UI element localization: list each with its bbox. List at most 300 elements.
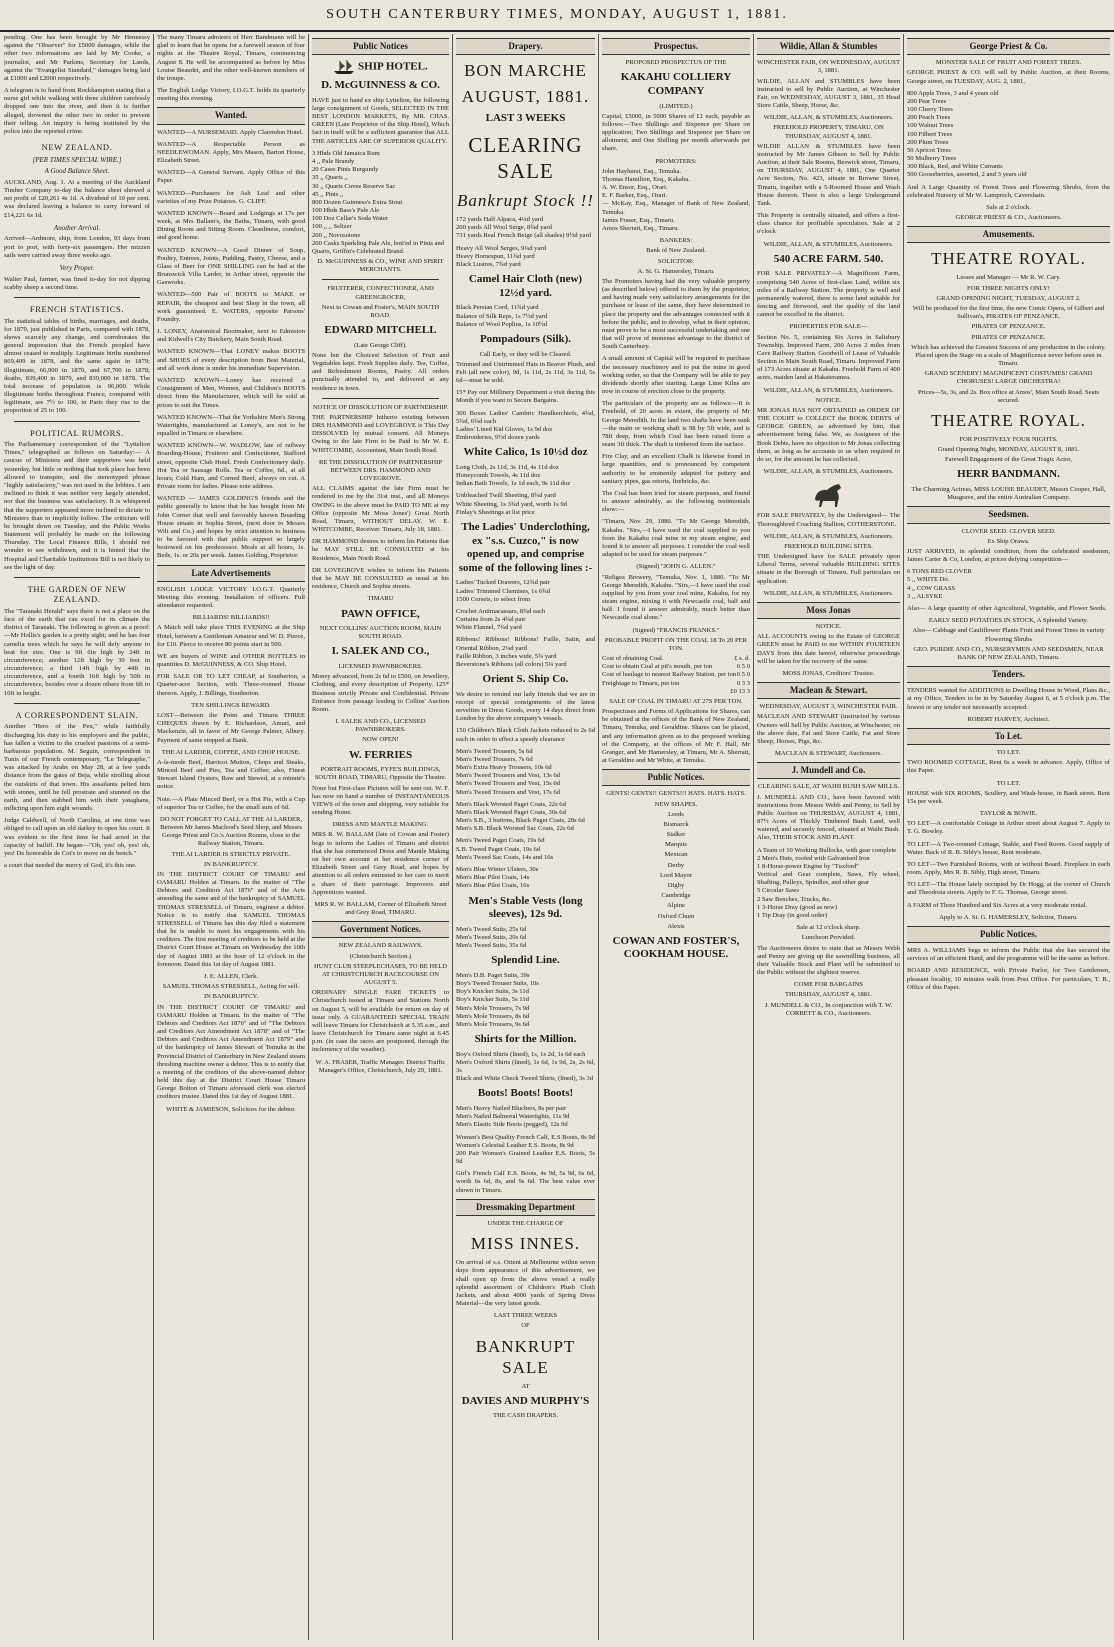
ad-heading: FRUITERER, CONFECTIONER, AND GREENGROCER,	[327, 285, 434, 301]
ad-heading: TO LET.	[996, 779, 1021, 787]
signature: W. A. FRASER, Traffic Manager. District Traffic Manager's Office, Christchurch, July 29, 1881.	[315, 1058, 446, 1074]
wanted-ad: WANTED KNOWN—That the Yorkshire Men's Strong Watertights, manufactured at Loney's, are not to be equalled in Timaru or elsewhere.	[157, 413, 305, 438]
section-band-seedsmen: Seedsmen.	[907, 506, 1110, 523]
section-band-mundell: J. Mundell and Co.	[757, 762, 900, 779]
price-list: 172 yards Half Alpaca, 4¼d yard 200 yards All Wool Serge, 8¾d yard 731 yards Real French Beige (all shades) 9½d yard	[456, 216, 591, 240]
wanted-ad: WANTED—Purchasers for Ash Leaf and other varieties of my Prize Potatoes. G. CLIFF.	[157, 189, 305, 205]
wanted-ad: J. LONEY, Anatomical Bootmaker, next to Edmiston and Kidwell's City Butchery, Main South Road.	[157, 328, 305, 344]
price-list: Men's D.B. Paget Suits, 39s Boy's Tweed Trouser Suits, 10s Boy's Knicker Suits, 3s 11d Boy's Knicker Suits, 5s 11d Men's Mole Trousers, 7s 9d Men's Mole Trousers, 8s 6d Men's Mole Trousers, 9s 6d	[456, 971, 539, 1028]
ad-heading: MONSTER SALE OF FRUIT AND FOREST TREES.	[935, 59, 1082, 67]
wanted-ad: WANTED KNOWN—Loney has received a Consignment of Men, Women, and Children's BOOTS direct from the Manufacturer, which will be sold at prices to suit the Times.	[157, 377, 305, 409]
signature: J. E. ALLEN, Clerk.	[203, 972, 259, 980]
ad-heading: NOW OPEN!	[362, 736, 399, 744]
wanted-ad: WANTED KNOWN—Board and Lodgings at 17s per week, at Mrs Ballam's, the Baths, Timaru, with good Dining Room and Sitting Room. Cleanliness, comfort, and good home.	[157, 209, 305, 242]
goods-item: 30 ,, Quarts Cuvee Reserve Sac	[312, 182, 396, 190]
ad-subheading: SOLICITOR:	[657, 257, 695, 265]
ad-heading: OF	[521, 1322, 530, 1330]
column-rule	[753, 34, 754, 1640]
ad-heading: IN BANKRUPTCY.	[203, 993, 259, 1001]
signature: SAMUEL THOMAS STRESSELL, Acting for self.	[162, 983, 300, 991]
goods-item: 4 ,, Pale Brandy	[312, 157, 355, 165]
ad-subheading: (LIMITED.)	[659, 102, 693, 110]
ad-subheading: Sale at 2 o'clock.	[986, 203, 1031, 211]
price-list: Women's Best Quality French Calf, E.S Boots, 8s 9d Women's Celestial Leather E.S. Boots, 8s 9d 200 Pair Women's Grained Leather E.S. Boots, 5s 9d	[456, 1133, 595, 1166]
column-rule	[452, 34, 453, 1640]
ad-text: WILDIE ALLAN & STUMBLES have been instructed by Mr James Gibson to Sell by Public Auction, at their Sale Rooms, Beswick street, Timaru, on THURSDAY, AUGUST 4, 1881, One Quarter Acre Section, No. 423, situate in Browne Street, Timaru, together with a 5-Roomed House and Wash House thereon. There is also a large Underground Tank.	[757, 142, 900, 207]
ad-heading: HERR BANDMANN.	[957, 468, 1060, 481]
ad-subheading: UNDER THE CHARGE OF	[487, 1219, 564, 1227]
column-rule	[598, 34, 599, 1640]
column-amusements	[907, 34, 1110, 1640]
tree-list: 800 Apple Trees, 3 and 4 years old 200 Pear Trees 100 Cherry Trees 200 Peach Trees 100 Walnut Trees 100 Filbert Trees 200 Plum Trees 50 Apricot Trees 50 Mulberry Trees 300 Black, Red, and White Currants 500 Gooseberries, assorted, 2 and 3 years old	[907, 89, 1027, 179]
column-prospectus	[602, 34, 750, 1640]
article-paragraph: Arrived—Ardmore, ship, from London, 93 days from port to port, with forty-six passengers. Her mizzen sails were carried away three weeks ago.	[4, 235, 150, 259]
price-list: Boy's Oxford Shirts (lined), 1s, 1s 2d, 1s 6d each Men's Oxford Shirts (lined), 1s 6d, 1s 9d, 2s, 2s 6d, 3s Black and White Check Tweed Shirts, (lined), 3s 3d	[456, 1050, 595, 1083]
goods-item: 3 Hhds Old Jamaica Rum	[312, 149, 380, 157]
article-paragraph: A telegram is to hand from Rockhampton stating that a nurse girl while walking with three children carelessly dropped one into the river, and then it is further alleged, drowned the other two in order to prevent their telling. An inquiry is being instituted by the police into the reported crime.	[4, 87, 150, 135]
signature: WILDIE, ALLAN, & STUMBLES, Auctioneers.	[763, 468, 894, 476]
ship-icon	[333, 59, 355, 75]
goods-item: 20 Cases Pints Burgundy	[312, 166, 379, 174]
ad-text: TO LET—A comfortable Cottage in Arthur street about August 7. Apply to T. G. Bowley.	[907, 820, 1110, 836]
ad-text: MACLEAN AND STEWART (instructed by various Owners will Sell by Public Auction, at Winchester, on the above date, Fat and Store Cattle, Fat and Store Sheep, Horses, Pigs, &c.	[757, 713, 900, 745]
price-list: Men's Black Worsted Paget Coats, 22s 6d Men's Black Worsted Paget Coats, 30s 6d Men's S.B., 3 buttons, Black Paget Coats, 28s 6d Men's S.B. Black Worsted Sac Coats, 22s 6d	[456, 800, 585, 833]
hat-item: Leeds	[668, 810, 684, 818]
price-list: Unbleached Twill Sheeting, 8¾d yard White Sheeting, 1s 3¾d yard, worth 1s 9d Finlay's Sheetings at list price	[456, 492, 567, 516]
store-name: BON MARCHE	[464, 61, 587, 81]
ad-heading: WEDNESDAY, AUGUST 3, WINCHESTER FAIR.	[759, 703, 898, 711]
ad-text: TO LET—Two Furnished Rooms, with or without Board. Fireplace in each room. Apply, Mrs R. B. Sibly, High street, Timaru.	[907, 860, 1110, 877]
signature: MOSS JONAS, Creditors' Trustee.	[782, 669, 875, 677]
signature: WILDIE, ALLAN, & STUMBLES, Auctioneers.	[763, 386, 894, 394]
ad-heading: WINCHESTER FAIR, ON WEDNESDAY, AUGUST 3, 1881.	[757, 59, 900, 75]
ad-text: The Coal has been tried for steam purposes, and found to answer admirably, as the following testimonials show:—	[602, 489, 750, 514]
article-paragraph: The English Lodge Victory, I.O.G.T. holds its quarterly meeting this evening.	[157, 87, 305, 103]
late-ad: WE are buyers of WINE and OTHER BOTTLES in quantities D. McGUINNESS, & CO. Ship Hotel.	[157, 652, 305, 669]
late-ad: A-la-mode Beef, Harricot Mutton, Chops and Steaks, Minced Beef and Pies, Tea and Coffee; also, Finest Stewart Island Oysters, Raw and Stewed, at a minute's notice.	[157, 758, 305, 791]
price-list: Long Cloth, 2s 11d, 3s 11d, 4s 11d doz Honeycomb Towels, 4s 11d doz Indian Bath Towels, 1s 1d each, 9s 11d doz	[456, 463, 571, 488]
ad-text: This Property is centrally situated, and offers a first-class chance for profitable speculators. Sale at 2 o'clock	[757, 212, 900, 236]
late-ad: Note.—A Plate Minced Beef, or a Hot Pie, with a Cup of superior Tea or Coffee, for the small sum of 6d.	[157, 795, 305, 811]
profit-cell: Freightage to Timaru, per ton	[602, 679, 680, 687]
profit-cell: 0 3 3	[736, 679, 750, 687]
goods-item: 100 Doz Cellar's Soda Water	[312, 215, 388, 223]
price-list: Men's Heavy Nailed Bluchers, 8s per pair Men's Nailed Balmoral Watertights, 11s 9d Men's Elastic Side Boots (pegged), 12s 9d	[456, 1105, 570, 1129]
ad-heading: W. FERRIES	[348, 748, 413, 761]
signature: I. SALEK AND CO., LICENSED PAWNBROKERS.	[335, 718, 426, 734]
late-ad: DO NOT FORGET TO CALL AT THE AI LARDER, Between Mr James Macleod's Seed Shop, and Messrs George Priest and Co.'s Auction Rooms, close to the Railway Station, Timaru.	[159, 815, 303, 848]
ad-heading: I. SALEK AND CO.,	[331, 645, 430, 658]
ad-heading: IN BANKRUPTCY.	[203, 860, 259, 868]
ad-text: TWO ROOMED COTTAGE, Rent 6s a week in advance. Apply, Office of this Paper.	[907, 759, 1110, 775]
section-band-moss: Moss Jonas	[757, 602, 900, 619]
ad-heading: PIRATES OF PENZANCE.	[971, 323, 1046, 331]
divider	[322, 279, 439, 280]
ad-text: And A Large Quantity of Forest Trees and Flowering Shrubs, from the celebrated Nursery of Mr W. Lamprech, Cavershain.	[907, 183, 1110, 199]
ad-heading: THURSDAY, AUGUST 4, 1881.	[784, 991, 873, 999]
goods-item: 45 ,, Pints ,,	[312, 190, 344, 198]
hat-item: Digby	[667, 882, 685, 889]
legal-notice: THE PARTNERSHIP hitherto existing between DRS HAMMOND and LOVEGROVE is This Day DISSOLVED by mutual consent. All Moneys Owing to the late Firm to be Paid to Mr W. E. WHITCOMBE, Accountant, Main South Road.	[312, 413, 449, 454]
ad-heading: CLEARING SALE, AT WAIHI BUSH SAW MILLS.	[757, 783, 900, 791]
price-headline: Shirts for the Million.	[474, 1033, 577, 1046]
ad-heading: THE AI LARDER IS STRICTLY PRIVATE.	[171, 850, 291, 858]
section-band-maclean: Maclean & Stewart.	[757, 682, 900, 699]
ad-heading: FOR THREE NIGHTS ONLY!	[967, 284, 1050, 292]
ad-subheading: PROMOTERS:	[655, 157, 697, 165]
ad-text: Section No. 5, containing Six Acres in Salisbury Township. Improved Farm, 200 Acres 2 miles from Cave Railway Station. Goodwill of Lease of Valuable Section in Main South Road, Timaru. Improved Farm of 173 Acres situate at Kakahu. Freehold Farm of 400 acres, maiden land at Hakateramea.	[757, 333, 900, 382]
ad-text: Prices—5s, 3s, and 2s. Box office at Amos', Main South Road. Seats secured.	[918, 388, 1099, 404]
ad-heading: NOTICE OF DISSOLUTION OF PARTNERSHIP.	[312, 403, 449, 411]
ad-subheading: NEW SHAPES.	[654, 800, 698, 808]
wanted-ad: WANTED—A Respectable Person as NEEDLEWOMAN. Apply, Mrs Mason, Barton House, Elizabeth Street.	[157, 140, 305, 165]
section-band-dressmaking: Dressmaking Department	[456, 1199, 595, 1216]
profit-row	[602, 655, 750, 663]
ad-text: HOUSE with SIX ROOMS, Scullery, and Wash-house, in Bank street. Rent 15s per week.	[907, 789, 1110, 805]
section-band-late: Late Advertisements	[157, 565, 305, 582]
sale-month: AUGUST, 1881.	[461, 87, 590, 107]
price-list: Men's Tweed Suits, 25s 6d Men's Tweed Suits, 29s 6d Men's Tweed Suits, 35s 6d	[456, 925, 527, 950]
ad-heading: BANKRUPT SALE	[475, 1336, 576, 1377]
ad-heading: NEW ZEALAND RAILWAYS.	[338, 942, 423, 950]
price-list: 15* Pay our Millinery Department a visit during this Month if you want to Secure Bargains.	[456, 389, 595, 405]
ad-text: A FARM of Three Hundred and Six Acres at a very moderate rental.	[907, 901, 1088, 909]
ad-text: MRS R. W. BALLAM (late of Cowan and Foster) begs to inform the Ladies of Timaru and district that she has commenced Dress and Mantle Making on her own account at her residence corner of Elizabeth Street and Grey Road, and hopes by attention to all orders entrusted to her care to merit a share of their patronage. Improvers and Apprentices wanted.	[312, 831, 449, 896]
goods-item: 200 Casks Sparkling Pale Ale, bott'ed in Pints and Quarts, Griffin's Celebrated Brand.	[312, 239, 445, 255]
goods-item: 35 ,, Quarts ,,	[312, 174, 348, 182]
divider	[14, 703, 140, 704]
legal-notice: ALL CLAIMS against the late Firm must be rendered to me by the 31st inst., and all Moneys OWING to the above must be PAID TO ME at my Office (opposite Mr Moss Jones') Great North Road, Timaru, WITHOUT DELAY. W. E. WHITCOMBE, Receiver. Timaru, July 18, 1881.	[312, 485, 449, 534]
sale-duration: LAST 3 WEEKS	[485, 112, 566, 125]
ad-text: WILDIE, ALLAN and STUMBLES have been instructed to sell by Public Auction, at Winchester Fair, on WEDNESDAY, AUGUST 3, 1881, 35 Head Store Cattle, Sheep, Horse, &c.	[757, 77, 900, 110]
theatre-name: THEATRE ROYAL.	[931, 249, 1086, 269]
profit-row	[602, 663, 750, 671]
legal-notice: MR JONAS HAS NOT OBTAINED an ORDER OF THE COURT to COLLECT the BOOK DEBTS of GEORGE GREEN, as advertised by him, that advertisement being false. We, as Assignees of the Book Debts, have no objection to Mr Jonas collecting them, as long as he accounts to us when required to do so, for the amount he has collected.	[757, 406, 900, 463]
divider	[322, 398, 439, 399]
price-headline: Boots! Boots! Boots!	[477, 1087, 574, 1100]
ad-heading: NOTICE.	[815, 396, 842, 404]
price-headline: Splendid Line.	[491, 954, 560, 967]
legal-notice: ALL ACCOUNTS owing to the Estate of GEORGE GREEN must be PAID to me WITHIN FOURTEEN DAYS from this date hereof, otherwise proceedings will be taken for the recovery of the same.	[757, 633, 900, 665]
ad-text: TO LET—A Two-roomed Cottage, Stable, and Feed Room. Good supply of Water. Back of R. B. Sibly's house, Rent moderate.	[907, 840, 1110, 856]
article-paragraph: pending. One has been brought by Mr Hennessy against the "Observer" for £5000 damages, while the other two informations are laid by Mr Cooke, a journalist, and Mr Parkins, Secretary for Lands, against the "Evangelist Standard," damages being laid at £1000 and £2000 respectively.	[4, 34, 150, 82]
section-heading: POLITICAL RUMORS.	[30, 427, 124, 438]
column-auctions	[757, 34, 900, 1640]
ad-subheading: Ex Ship Orawa.	[987, 537, 1030, 545]
profit-cell: Cost of obtaining Coal.	[602, 655, 664, 663]
newspaper-title: SOUTH CANTERBURY TIMES, MONDAY, AUGUST 1, 1881.	[326, 7, 788, 22]
ad-heading: FREEHOLD BUILDING SITES.	[784, 542, 873, 550]
signature: MACLEAN & STEWART, Auctioneers.	[775, 750, 882, 758]
ad-text: TO LET—The House lately occupied by Dr Hogg, at the corner of Church and Theodosia streets. Apply to F. G. Thomas, George street.	[907, 881, 1110, 897]
ad-subheading: SALE OF COAL IN TIMARU AT 27S PER TON.	[609, 697, 743, 705]
profit-row	[602, 671, 750, 679]
ad-heading: PIRATES OF PENZANCE.	[971, 333, 1046, 341]
ad-text: JUST ARRIVED, in splendid condition, from the celebrated seedsmen, James Carter & Co, London, at prices defying competition—	[907, 547, 1110, 564]
signature: D. McGUINNESS & CO., WINE AND SPIRIT MERCHANTS.	[317, 258, 444, 274]
ad-text: THE Undersigned have for SALE privately upon Liberal Terms, several valuable BUILDING SITES situate in the Borough of Timaru. Full particulars on application.	[757, 553, 900, 585]
goods-list	[312, 150, 449, 256]
wanted-ad: WANTED KNOWN—That LONEY makes BOOTS and SHOES of every description from Best Material, and all work done is under his immediate Supervision.	[157, 348, 305, 372]
signature: GEORGE PRIEST & CO., Auctioneers.	[955, 214, 1062, 222]
section-band-priest: George Priest & Co.	[907, 38, 1110, 55]
price-headline: Orient S. Ship Co.	[482, 673, 569, 686]
hat-item: Oxford Chum	[657, 912, 695, 920]
signature: (Signed) "JOHN G. ALLEN."	[636, 563, 716, 571]
column-rule	[308, 34, 309, 1640]
section-band-public: Public Notices.	[602, 769, 750, 786]
ad-subheading: Luncheon Provided.	[801, 934, 856, 942]
ad-heading: DAVIES AND MURPHY'S	[461, 1394, 590, 1407]
masthead	[0, 0, 1114, 32]
column-rule	[153, 34, 154, 1640]
wanted-ad: WANTED KNOWN—A Good Dinner of Soup, Poultry, Entrees, Joints, Pudding, Pastry, Cheese, and a Glass of Beer for ONE SHILLING can be had at the Brunswick Villa Larder, in Arthur street, opposite the Gasworks.	[157, 246, 305, 287]
section-band-government: Government Notices.	[312, 921, 449, 938]
ad-subheading: LICENSED PAWNBROKERS.	[338, 663, 423, 671]
ad-subheading: Farewell Engagement of the Great Tragic Actor,	[945, 456, 1072, 464]
ad-text: Also— Cabbage and Cauliflower Plants Fruit and Forest Trees in variety Flowering Shrubs	[912, 627, 1105, 643]
ad-heading: DRESS AND MANTLE MAKING.	[332, 821, 429, 829]
ad-text: J. MUNDELL AND CO., have been favored with instructions from Messrs Webb and Penny, to Sell by Public Auction on THURSDAY, AUGUST 4, 1881, 87½ Acres of Thickly Timbered Bush Land, well watered, and securely fenced, situated at Waihi Bush. Also, THEIR STOCK AND PLANT.	[757, 793, 900, 842]
ad-text: The Charming Actress, MISS LOUISE BEAUDET, Messrs Cooper, Hall, Musgrave, and the entire Australian Company.	[911, 486, 1106, 502]
ad-subheading: Sale at 12 o'clock sharp.	[796, 924, 861, 932]
ad-text: The Auctioneers desire to state that as Messrs Webb and Penny are giving up the sawmilling business, all their Valuable Stock and Plant will be submitted to the Public without the slightest reserve.	[757, 944, 900, 977]
ad-subheading: PORTRAIT ROOMS, FYFE'S BUILDINGS, SOUTH ROAD, TIMARU, Opposite the Theatre.	[314, 766, 447, 782]
profit-row	[602, 688, 750, 696]
late-ad: A Match will take place THIS EVENING at the Ship Hotel, between a Gentleman Amateur and W. D. Pierce, for £10. Pierce to receive 80 points start in 500.	[157, 624, 305, 648]
ad-heading: PROPERTIES FOR SALE—	[789, 323, 868, 331]
section-band-wildie: Wildie, Allan & Stumbles	[757, 38, 900, 55]
ad-heading: THE AI LARDER, COFFEE, AND CHOP HOUSE.	[161, 748, 301, 756]
ship-hotel-title: SHIP HOTEL.	[358, 60, 428, 73]
section-heading: THE GARDEN OF NEW ZEALAND.	[27, 583, 127, 605]
hat-item: Mexican	[664, 851, 688, 859]
section-heading: NEW ZEALAND.	[41, 142, 113, 153]
ad-heading: PROBABLE PROFIT ON THE COAL 18 To 20 PER TON.	[604, 636, 748, 652]
signature: WILDIE, ALLAN, & STUMBLES, Auctioneers.	[763, 114, 894, 122]
ad-heading: BILLIARDS! BILLIARDS!!	[192, 614, 270, 622]
ad-heading: 540 ACRE FARM. 540.	[773, 252, 884, 265]
legal-notice: ORDINARY SINGLE FARE TICKETS to Christchurch issued at Timaru and Stations North on August 5, will be available for return on day of issue only. A GUARANTEED SPECIAL TRAIN will leave Timaru for Christchurch at 5.35 a.m., and leave Christchurch for Timaru same night at 6.45 p.m. (in case the races are postponed, through the inclemency of the weather).	[312, 989, 449, 1054]
wanted-ad: WANTED—A NURSEMAID. Apply Clarendon Hotel.	[157, 128, 304, 136]
sale-headline: CLEARING SALE	[468, 132, 583, 183]
signature: TAYLOR & BOWIE.	[979, 810, 1038, 818]
section-heading: FRENCH STATISTICS.	[29, 304, 125, 314]
ad-heading: EARLY SEED POTATOES IN STOCK, A Splendid Variety.	[928, 617, 1089, 625]
hat-item: Derby	[667, 861, 685, 869]
ad-heading: NOTICE.	[815, 623, 842, 631]
late-ad: LOST—Between the Point and Timaru THREE CHEQUES drawn by E. Richardson, Amuri, and Mackenzie, all in favor of Mr George Palmer, Albury. Payment of same stopped at Bank.	[157, 712, 305, 744]
ad-text: MRS A. WILLIAMS begs to inform the Public that she has secured the services of an efficient Hand, and the programme will be the same as before.	[907, 947, 1110, 963]
article-paragraph: Judge Caldwell, of North Carolina, at one time was obliged to call upon an old darkey to open his court. It was evident to the first time he had acted in the capacity of bailiff. He began—"Oh, yes! oh, yes! oh, yes! De honorable de Cot's to move on de bench."	[4, 817, 150, 857]
ad-subheading: BANKERS:	[659, 237, 693, 245]
ad-text: DR HAMMOND desires to inform his Patients that he MAY STILL BE CONSULTED at his Residence, Main North Road.	[312, 538, 449, 562]
signature: Apply to A. St. G. HAMERSLEY, Solicitor, Timaru.	[939, 913, 1078, 921]
ad-text: Will be produced for the first time, the new Comic Opera, of Gilbert and Sullivan's, PIRATES OF PENZANCE.	[912, 305, 1105, 321]
ad-heading: GRAND SCENERY! MAGNIFICENT COSTUMES! GRAND CHORUSES! LARGE ORCHESTRA!	[924, 370, 1093, 386]
article-paragraph: Another "Hero of the Pen," while faithfully discharging his duty to his employers and the public, has fallen a victim to the cruelest passions of a semi-barbarous population. M. Seguin, correspondent in Tunis of our French contemporary, "Le Telegraphe," was attacked by Arabs on May 28, at a few yards distance from the gates of Beja, while strolling about the outskirts of that town. His assailants pelted him with stones, until he fell prostrate and stunned on the earth, and then stabbed him with their yataghans, inflicting upon him eight wounds.	[4, 723, 150, 813]
signature: COWAN AND FOSTER'S, COOKHAM HOUSE.	[612, 934, 740, 961]
profit-cell: Cost of haulage to nearest Railway Station, per ton	[602, 671, 737, 679]
ad-text: FOR SALE PRIVATELY, by the Undersigned— The Thoroughbred Coaching Stallion, COTHERSTONE.	[757, 512, 900, 528]
ship-hotel-heading	[312, 59, 449, 75]
hat-item: Lord Mayor	[659, 871, 693, 879]
signature: MRS R. W. BALLAM, Corner of Elizabeth Street and Grey Road, TIMARU.	[314, 900, 447, 917]
bankers: Bank of New Zealand.	[646, 247, 706, 255]
goods-item: 100 ,, ,, Seltzer	[312, 223, 352, 231]
hat-item: Stalker	[666, 831, 686, 839]
price-subheadline: Call Early, or they will be Cleared.	[479, 350, 572, 358]
ad-text: None but the Choicest Selection of Fruit and Vegetables kept. Fresh Supplies daily. Tea, Coffee, and Refreshment Rooms, Pastry. All orders punctually attended to, and delivered at any residence in town.	[312, 351, 449, 392]
ad-heading: TO LET.	[996, 749, 1021, 757]
signature: (Signed) "FRANCIS FRANKS."	[632, 626, 720, 634]
article-paragraph: The "Taranaki Herald" says there is not a place on the face of the earth that can excel for its climate the district of Taranaki. The following is given as a proof:—Mr Hollis's garden is a pretty sight; and he has four camelia trees which he says he will defy anyone to beat for size. One is 9ft 6in high by 24ft in circumference; another 12ft high by 30 feet in circumference; a third 14ft high by 44ft in circumference, and a fourth 16ft high by 50ft in circumference, besides over a dozen others from 6ft to 10ft in height.	[4, 607, 150, 697]
ad-heading: TEN SHILLINGS REWARD.	[191, 701, 271, 709]
ad-text: Fire Clay, and an excellent Chalk is likewise found in large quantities, and is pronounced by competent authority to be eminently adapted for pottery and sanitary pipes, gas retorts, firebricks, &c.	[602, 453, 750, 485]
profit-cell: £ s. d.	[734, 655, 750, 663]
wanted-ad: WANTED—500 Pair of BOOTS to MAKE or REPAIR, the cheapest and best Shop in the town, all work guaranteed. E. WATERS, opposite Parsons' Foundry.	[157, 291, 305, 323]
ad-heading: D. McGUINNESS & CO.	[321, 79, 440, 92]
price-headline: The Ladies' Underclothing, ex "s.s. Cuzco," is now opened up, and comprise some of the following lines :-	[458, 520, 593, 574]
section-band-wanted: Wanted.	[157, 107, 305, 124]
price-list: Black Persian Cord, 11¾d yard Balance of Silk Reps, 1s 7½d yard Balance of Wool Poplins, 1s 10½d	[456, 304, 548, 328]
section-band-drapery: Drapery.	[456, 38, 595, 55]
profit-cell: 0 5 0	[736, 671, 750, 679]
late-ad: FOR SALE OR TO LET CHEAP, at Southerton, a Quarter-acre Section, with Three-roomed House thereon. Apply, J. Billings, Southerton.	[157, 673, 305, 697]
hat-list	[602, 811, 750, 931]
ad-heading: MISS INNES.	[470, 1234, 581, 1254]
ad-subheading: Lessee and Manager — Mr R. W. Cary.	[956, 274, 1061, 282]
article-heading: Another Arrival.	[53, 223, 101, 232]
price-headline: Pompadours (Silk).	[479, 332, 572, 345]
ad-text: Prospectuses and Forms of Applications for Shares, can be obtained at the offices of the Bank of New Zealand, Timaru, Temuka, and Geraldine. Shares can be placed, and any information given as to the proposed working of the Company, at the offices of Mr F. Hall, Mr Granger, and Mr Hamersley, at Timaru, Mr A. Sherratt, at Geraldine and Mr White, at Temuka.	[602, 708, 750, 765]
article-paragraph: AUCKLAND, Aug. 1. At a meeting of the Auckland Timber Company to-day the balance sheet showed a net profit of £20,261 4s 1d. A dividend of 10 per cent. was declared leaving a balance to carry forward of £14,221 6s 1d.	[4, 178, 150, 219]
ad-subheading: (Christchurch Section.)	[349, 952, 412, 960]
theatre-name: THEATRE ROYAL.	[931, 410, 1086, 430]
ad-subheading: (Late George Cliff).	[354, 341, 407, 349]
ad-heading: CLOVER SEED. CLOVER SEED.	[961, 527, 1056, 535]
goods-item: 100 Hhds Bass's Pale Ale	[312, 207, 380, 215]
ad-subheading: PROPOSED PROSPECTUS OF THE	[625, 59, 727, 67]
ad-text: GEORGE PRIEST & CO. will sell by Public Auction, at their Rooms, George street, on TUESDAY, AUG. 2, 1881,	[907, 69, 1110, 85]
ad-heading: LAST THREE WEEKS	[493, 1312, 558, 1320]
wanted-ad: WANTED — JAMES GOLDING'S friends and the public generally to know that he has bought from Mr John Corner that well and favorably known Boarding House situate in Sophia Street, (next door to Messrs Wilt and Co.) and hopes by strict attention to business to be favored with that public support so largely bestowed on his predecessor. Meals at all hours, 1s. Beds, 1s. or 20s per week. James Golding, Proprietor.	[157, 495, 305, 560]
ad-heading: AT	[521, 1382, 530, 1390]
wire-note: [PER TIMES SPECIAL WIRE.]	[32, 155, 122, 164]
price-headline: White Calico, 1s 10½d doz	[463, 446, 588, 459]
wanted-ad: WANTED—A General Servant. Apply Office of this Paper.	[157, 169, 305, 185]
hat-item: Alpine	[667, 902, 685, 910]
column-notices	[157, 34, 305, 1640]
plant-list: A Team of 10 Working Bullocks, with gear complete 2 Men's Huts, roofed with Galvanised Iron 1 8-Horse-power Engine by "Tuxford" Vertical and Gear complete, Saws, Fly wheel, Shafting, Pulleys, Spindles, and other gear 5 Circular Saws 2 Saw Benches, Trucks, &c. 1 3-Horse Dray (good as new) 1 Tip Dray (in good order)	[757, 846, 900, 919]
article-paragraph: The Parliamentary correspondent of the "Lyttelton Times," telegraphed as follows on Saturday:— A caucus of Ministers and their supporters was held yesterday, but little or nothing that took place has been allowed to transpire, and the stereotyped phrase "highly satisfactory," was not used in the lobbies. I am inclined to think it was neither very largely attended, nor that the business was satisfactory. It is whispered that the supporters appeared more inclined to dictate to Ministers than to implicitly follow. The criticism will be brought down on Tuesday, and the Public Works Statement will probably be made on the following Thursday. The Local Finance Bills, I should not wonder to see withdrawn, and it is hinted that the Hospital and Charitable Institutions Bill is not likely to see the light of day.	[4, 441, 150, 571]
late-ad: ENGLISH LODGE VICTORY I.O.G.T. Quarterly Meeting this evening. Installation of officers. Full attendance requested.	[157, 585, 305, 610]
divider	[14, 577, 140, 578]
price-list: Heavy All Wool Serges, 9¼d yard Heavy Homespun, 11¾d yard Black Lustres, 7¾d yard	[456, 244, 546, 268]
profit-cell: Cost to obtain Coal at pit's mouth, per ton	[602, 663, 713, 671]
profit-cell: 0 5 0	[736, 663, 750, 671]
ad-subheading: NEXT COLLINS' AUCTION ROOM, MAIN SOUTH ROAD.	[319, 625, 442, 641]
price-list: We desire to remind our lady friends that we are in receipt of special consignments of the latest novelties in Dress Goods, every 14 days direct from London by the above company's vessels.	[456, 690, 595, 723]
section-band-prospectus: Prospectus.	[602, 38, 750, 55]
divider	[14, 421, 140, 422]
price-list: Trimmed and Untrimmed Hats in Beaver Plush, and Felt (all new color), 9d, 1s 11d, 2s 11d, 3s 11d, 5s 6d—must be sold.	[456, 360, 595, 385]
ad-heading: COME FOR BARGAINS	[794, 981, 863, 989]
sale-subheadline: Bankrupt Stock !!	[457, 191, 594, 210]
price-headline: Camel Hair Cloth (new) 12½d yard.	[468, 273, 583, 299]
ad-subheading: THE CASH DRAPERS.	[492, 1412, 559, 1420]
signature: WILDIE, ALLAN, & STUMBLES, Auctioneers.	[763, 589, 894, 597]
price-headline: Men's Stable Vests (long sleeves), 12s 9d.	[468, 894, 583, 921]
signature: GEO. PURDIE AND CO., NURSERYMEN AND SEEDSMEN, NEAR BANK OF NEW ZEALAND, Timaru.	[913, 645, 1104, 661]
ad-text: TENDERS wanted for ADDITIONS to Dwelling House in Wood, Plans &c., at my Office, Tenders to be in by Saturday August 6, at 5 o'clock p.m. The lowest or any tender not necessarily accepted.	[907, 687, 1110, 711]
ad-heading: GENTS! GENTS!! GENTS!!! HATS. HATS. HATS.	[606, 790, 746, 798]
ad-text: HAVE just to hand ex ship Lyttelton, the following large consignment of Goods, SELECTED IN THE BEST LONDON MARKETS, By MR. CHAS. GREEN (Late Proprietor of the Ship Hotel), Which fact in itself will be a sufficient guarantee that ALL THE ARTICLES ARE OF SUPERIOR QUALITY.	[312, 96, 449, 145]
company-name: KAKAHU COLLIERY COMPANY	[620, 71, 732, 97]
hat-item: Alexis	[667, 922, 685, 930]
promoters-list: John Hayhurst, Esq., Temuka. Thomas Hamilton, Esq., Kakahu. A. W. Ensor, Esq., Orari. E. F. Barker, Esq., Orari. — McKay, Esq., Manager of Bank of New Zealand, Temuka. James Fraser, Esq., Timaru. Amos Sherratt, Esq., Timaru.	[602, 167, 750, 232]
ad-heading: TIMARU	[367, 595, 394, 603]
ad-text: The Promoters having had the very valuable property (as described below) offered to them by the proprietor, and having made very satisfactory arrangements for the purchase or lease of the same, they have determined to place the property and the advantages connected with it before the public, and to develop, what in their opinion, must prove to be a most successful undertaking and one that will prove of immense advantage to the district of South Canterbury.	[602, 277, 750, 351]
ad-text: BOARD AND RESIDENCE, with Private Parlor, for Two Gentlemen, pleasant locality, 10 minutes walk from Post Office. For particulars, T. B., Office of this Paper.	[907, 967, 1110, 991]
ad-heading: Grand Opening Night, MONDAY, AUGUST 8, 1881.	[937, 446, 1080, 454]
article-heading: A Good Balance Sheet.	[44, 167, 110, 176]
ad-text: On arrival of s.s. Orient at Melbourne within seven days from appearance of this advertisement, we shall open up from the above vessel a really splendid assortment of Children's Plush Cloth Jackets, and about 4000 yards of Spring Dress Material—the very latest goods.	[456, 1259, 595, 1308]
ad-text: Money advanced, from 2s 6d to £500, on Jewellery, Clothing, and every description of Property. 125* Business strictly Private and Confidential. Private Entrance from passage leading to Collins' Auction Room.	[312, 673, 449, 713]
horse-icon	[809, 479, 849, 509]
signature: WILDIE, ALLAN, & STUMBLES, Auctioneers.	[763, 532, 894, 540]
ad-text: A small amount of Capital will be required to purchase the necessary machinery and to put the mine in good working order, so that the Company will be able to pay dividends shortly after starting. Large Lime Kilns are now in course of erection close to the property.	[602, 355, 750, 396]
price-list: Men's Tweed Trousers, 5s 6d Men's Tweed Trousers, 7s 6d Men's Extra Heavy Trousers, 10s 6d Men's Tweed Trousers and Vest, 13s 6d Men's Tweed Trousers and Vest, 15s 6d Men's Tweed Trousers and Vest, 17s 6d	[456, 747, 560, 796]
legal-notice: IN THE DISTRICT COURT OF TIMARU and OAMARU Holden at Timaru. In the matter of "The Debtors and Creditors Act 1876" and of the Acts amending the same and of the bankruptcy of SAMUEL THOMAS STRESSELL of Timaru, engineer a debtor. Notice is to notify that SAMUEL THOMAS STRESSELL of Timaru has this day filed a statement that he is unable to meet his engagements with his creditors. The first meeting of creditors to be held at the District Court House at Timaru on Wednesday the 10th day of August 1881 at the hour of 12 o'clock in the forenoon. Dated this 1st day of August 1881.	[157, 870, 305, 968]
price-list: Ribbons! Ribbons! Ribbons! Faille, Satin, and Oriental Ribbon, 2¼d yard Faille Ribbon, 3 inches wide, 5¾ yard Beverstone's Ribbons (all colors) 5¼ yard	[456, 636, 595, 668]
ad-text: The particulars of the property are as follows:—It is Freehold, of 20 acres in extent, the property of Mr George Meredith. In the land two shafts have been sunk—the main or working shaft is 98 by 5ft wide, and is 78ft deep, from which Coal has been raised from a seam 3ft thick. The shaft is timbered from the surface.	[602, 400, 750, 449]
ad-heading: FOR POSITIVELY FOUR NIGHTS.	[959, 435, 1058, 443]
signature: J. MUNDELL & CO., In conjunction with T. W. CORBETT & CO., Auctioneers.	[764, 1001, 893, 1017]
ad-heading: PAWN OFFICE,	[341, 607, 420, 620]
ad-heading: FREEHOLD PROPERTY, TIMARU, ON THURSDAY, AUGUST 4, 1881.	[773, 124, 884, 140]
signature: ROBERT HARVEY, Architect.	[967, 715, 1050, 723]
ad-text: Capital, £5000, in 5000 Shares of £1 each, payable as follows:—Two Shillings and Sixpence per Share on application; Two Shillings and Sixpence per Share on allotment; and One Shilling per month afterwards per share.	[602, 112, 750, 153]
profit-row	[602, 680, 750, 688]
legal-notice: IN THE DISTRICT COURT OF TIMARU and OAMARU Holden at Timaru. In the matter of "The Debtors and Creditors Act 1876" and of "The Debtors and Creditors Act Amendment Act 1878" and of "The Debtors and Creditors Act Amendment Act 1879" and of the bankruptcy of James Stewart of Temuka in the Provincial District of Canterbury in New Zealand steam threshing machine owner a debtor. This is to notify that a meeting of the creditors of the above-named debtor held this day at the District Court House Timaru George Bolton of Timaru aforesaid clerk was elected creditors trustee. Dated this 1st day of August 1881.	[157, 1003, 305, 1101]
ad-text: None but First-class Pictures will be sent out. W. F. has now on hand a number of INSTANTANEOUS VIEWS of the town and shipping, very suitable for sending Home.	[312, 784, 449, 817]
ad-heading: RE THE DISSOLUTION OF PARTNERSHIP BETWEEN DRS. HAMMOND AND LOVEGROVE.	[318, 458, 443, 483]
price-list: Men's Blue Winter Ulsters, 30s Men's Blue Pilot Coats, 14s Men's Blue Pilot Coats, 16s	[456, 865, 539, 890]
profit-table	[602, 655, 750, 696]
hat-item: Cambridge	[661, 892, 691, 900]
price-list: 150 Children's Black Cloth Jackets reduced to 2s 6d each in order to effect a speedy clearance	[456, 727, 595, 743]
section-band-tenders: Tenders.	[907, 666, 1110, 683]
signature: WHITE & JAMIESON, Solicitors for the debtor.	[166, 1105, 296, 1113]
article-paragraph: a court that needed the mercy of God, it's this one.	[4, 862, 137, 870]
article-paragraph: The statistical tables of births, marriages, and deaths, for 1879, just published in Paris, compared with 1878, shows scarcely any change, and corroborates the general impression that the French peopled have almost ceased to multiply. Legitimate births numbered 869,409 in 1878, and the same again in 1879; illegitimate, 66,900 in 1870, and 67,700 in 1878; deaths, 839,400 in 1879, and 839,000 in 1878. The total increase of population is 96,000. While illegitimate births throughout France, compared with legitimate, are 7½ to 100, in Paris they rise to the proportion of 25 to 100.	[4, 317, 150, 415]
hat-item: Bismarck	[663, 820, 689, 828]
column-public-notices	[312, 34, 449, 1640]
article-paragraph: The many Timaru admirers of Herr Bandmann will be glad to learn that he opens for a farewell season of four nights at the Theatre Royal, Timaru, commencing August 8. He will be accompanied as before by Miss Louise Beaudet, and the other well-known members of the troupe.	[157, 34, 305, 82]
article-paragraph: Walter Paul, farmer, was fined to-day for not dipping scabby sheep a second time.	[4, 275, 150, 291]
profit-cell: £0 13 3	[730, 687, 750, 695]
ad-heading: HUNT CLUB STEEPLECHASES, TO BE HELD AT CHRISTCHURCH RACECOURSE ON AUGUST 5.	[314, 962, 447, 987]
price-list: Men's Tweed Paget Coats, 19s 6d S.B. Tweed Paget Coats, 19s 6d Men's Tweed Sac Coats, 14s and 16s	[456, 837, 554, 861]
ad-heading: GRAND OPENING NIGHT, TUESDAY, AUGUST 2.	[936, 294, 1081, 302]
column-news	[4, 34, 150, 1640]
ad-subheading: Next to Cowan and Foster's, MAIN SOUTH ROAD.	[321, 303, 440, 319]
testimonial: "Timaru, Nov. 29, 1880. "To Mr George Meredith, Kakahu. "Sirs,—I have used the coal supplied to you from the Kakahu coal mine in my steam engine, and found it to answer all purposes. I consider the coal well adapted to be used for steam purposes."	[602, 518, 750, 559]
column-drapery	[456, 34, 595, 1640]
signature: WILDIE, ALLAN, & STUMBLES, Auctioneers.	[763, 240, 894, 248]
price-list: 300 Boxes Ladies' Cambric Handkerchiefs, 4¾d, 5¾d, 6¾d each Ladies' Lined Kid Gloves, 1s 9d doz Embroideries, 9½d dozen yards	[456, 409, 595, 442]
